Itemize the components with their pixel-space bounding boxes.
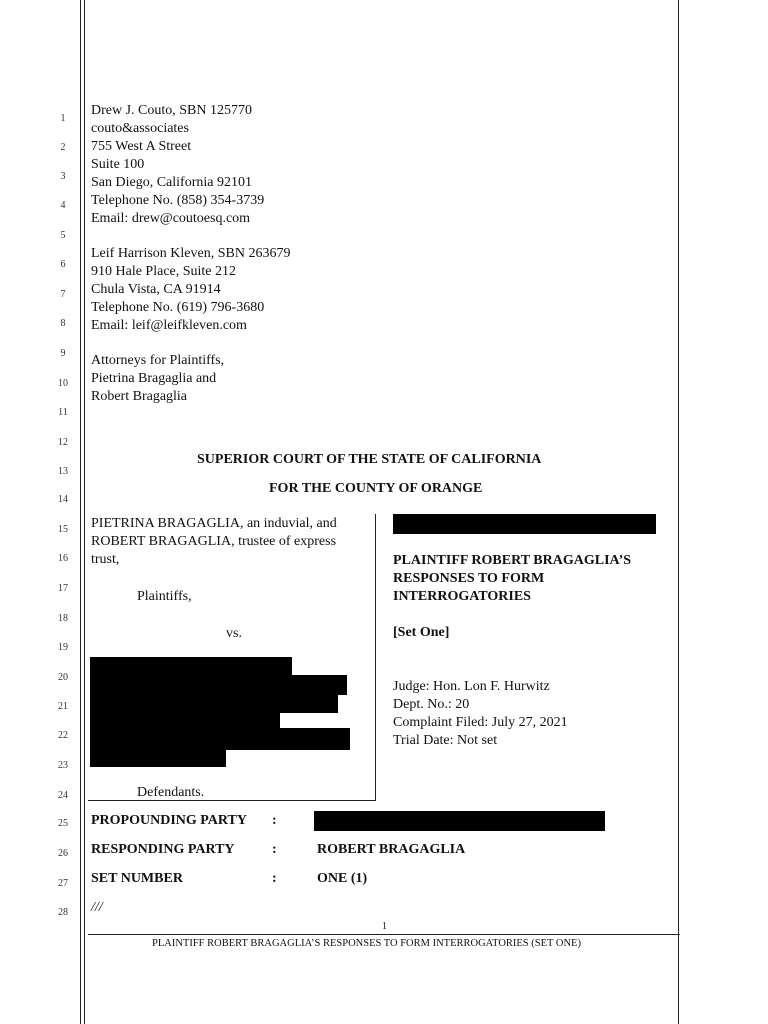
line-number: 14 <box>58 494 68 505</box>
footer-rule <box>88 934 680 935</box>
attorneys-for-line-1: Attorneys for Plaintiffs, <box>91 353 225 368</box>
redaction-defendant-5 <box>90 728 350 750</box>
attorney2-phone: Telephone No. (619) 796-3680 <box>91 300 265 315</box>
continuation-slashes: /// <box>91 900 103 915</box>
line-number: 26 <box>58 848 68 859</box>
line-number: 8 <box>60 318 66 329</box>
document-title-line-2: RESPONSES TO FORM <box>393 571 545 586</box>
trial-date-info: Trial Date: Not set <box>393 733 498 748</box>
line-number: 10 <box>58 378 68 389</box>
responding-party-colon: : <box>272 842 277 857</box>
attorney1-city: San Diego, California 92101 <box>91 175 252 190</box>
document-title-line-1: PLAINTIFF ROBERT BRAGAGLIA’S <box>393 553 632 568</box>
attorney1-email: Email: drew@coutoesq.com <box>91 211 251 226</box>
responding-party-label: RESPONDING PARTY <box>91 842 235 857</box>
left-margin-rule-outer <box>80 0 81 1024</box>
responding-party-value: ROBERT BRAGAGLIA <box>317 842 466 857</box>
line-number: 27 <box>58 878 68 889</box>
caption-vs: vs. <box>226 626 242 641</box>
footer-title: PLAINTIFF ROBERT BRAGAGLIA’S RESPONSES TO FORM INTERROGATORIES (SET ONE) <box>152 938 581 949</box>
attorney2-name: Leif Harrison Kleven, SBN 263679 <box>91 246 291 261</box>
attorney1-firm: couto&associates <box>91 121 189 136</box>
complaint-filed-info: Complaint Filed: July 27, 2021 <box>393 715 568 730</box>
line-number: 9 <box>60 348 66 359</box>
redaction-case-number <box>393 514 656 534</box>
line-number: 12 <box>58 437 68 448</box>
caption-party-line-3: trust, <box>91 552 120 567</box>
redaction-defendant-4 <box>90 713 280 728</box>
line-number: 13 <box>58 466 68 477</box>
line-number: 15 <box>58 524 68 535</box>
line-number: 22 <box>58 730 68 741</box>
line-number: 11 <box>58 407 68 418</box>
redaction-defendant-2 <box>90 675 347 695</box>
caption-plaintiffs: Plaintiffs, <box>137 589 192 604</box>
line-number: 17 <box>58 583 68 594</box>
caption-party-line-2: ROBERT BRAGAGLIA, trustee of express <box>91 534 337 549</box>
set-number-label: SET NUMBER <box>91 871 183 886</box>
attorney1-suite: Suite 100 <box>91 157 145 172</box>
line-number: 7 <box>60 289 66 300</box>
line-number: 1 <box>60 113 66 124</box>
line-number: 16 <box>58 553 68 564</box>
attorney1-street: 755 West A Street <box>91 139 192 154</box>
left-margin-rule-inner <box>84 0 85 1024</box>
line-number: 5 <box>60 230 66 241</box>
attorney2-street: 910 Hale Place, Suite 212 <box>91 264 237 279</box>
attorney2-email: Email: leif@leifkleven.com <box>91 318 247 333</box>
attorneys-for-line-3: Robert Bragaglia <box>91 389 188 404</box>
right-margin-rule <box>678 0 679 1024</box>
dept-info: Dept. No.: 20 <box>393 697 470 712</box>
court-name: SUPERIOR COURT OF THE STATE OF CALIFORNIA <box>197 452 542 467</box>
attorney1-phone: Telephone No. (858) 354-3739 <box>91 193 265 208</box>
attorneys-for-line-2: Pietrina Bragaglia and <box>91 371 217 386</box>
line-number: 4 <box>60 200 66 211</box>
redaction-defendant-6 <box>90 750 226 767</box>
judge-info: Judge: Hon. Lon F. Hurwitz <box>393 679 550 694</box>
line-number: 23 <box>58 760 68 771</box>
attorney2-city: Chula Vista, CA 91914 <box>91 282 221 297</box>
line-number: 28 <box>58 907 68 918</box>
line-number: 19 <box>58 642 68 653</box>
caption-box-border <box>375 514 376 800</box>
line-number: 25 <box>58 818 68 829</box>
caption-box-bottom <box>88 800 376 801</box>
line-number: 3 <box>60 171 66 182</box>
set-number-colon: : <box>272 871 277 886</box>
document-title-line-3: INTERROGATORIES <box>393 589 531 604</box>
caption-defendants: Defendants. <box>137 785 205 800</box>
line-number: 24 <box>58 790 68 801</box>
propounding-party-label: PROPOUNDING PARTY <box>91 813 247 828</box>
redaction-propounding-party <box>314 811 605 831</box>
page-number: 1 <box>382 921 387 932</box>
set-number-value: ONE (1) <box>317 871 368 886</box>
line-number: 21 <box>58 701 68 712</box>
propounding-party-colon: : <box>272 813 277 828</box>
line-number: 20 <box>58 672 68 683</box>
caption-party-line-1: PIETRINA BRAGAGLIA, an induvial, and <box>91 516 337 531</box>
redaction-defendant-1 <box>90 657 292 675</box>
redaction-defendant-3 <box>90 695 338 713</box>
line-number: 18 <box>58 613 68 624</box>
court-county: FOR THE COUNTY OF ORANGE <box>269 481 483 496</box>
line-number: 6 <box>60 259 66 270</box>
line-number: 2 <box>60 142 66 153</box>
set-one-label: [Set One] <box>393 625 450 640</box>
attorney1-name: Drew J. Couto, SBN 125770 <box>91 103 253 118</box>
